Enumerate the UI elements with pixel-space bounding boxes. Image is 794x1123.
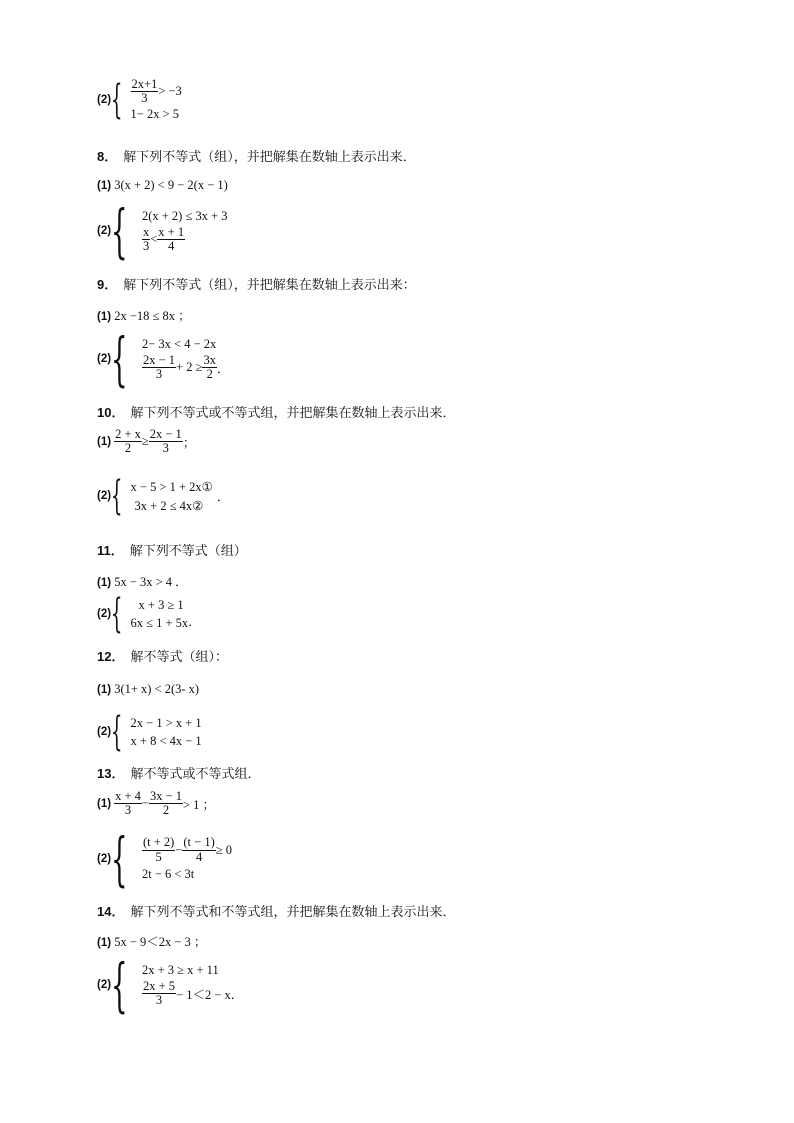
problem-8-part-2: (2) { 2(x + 2) ≤ 3x + 3 $\frac{x}{3}$ < $\frac{x + 1}{4}$ bbox=[97, 197, 228, 265]
question-9-heading: 9． 解下列不等式（组），并把解集在数轴上表示出来： bbox=[97, 277, 416, 292]
problem-10-part-2: (2) { x − 5 > 1 + 2x① 3x + 2 ≤ 4x② ． bbox=[97, 473, 230, 519]
problem-7-part-2 bbox=[97, 78, 182, 122]
system-brace: { bbox=[111, 591, 123, 637]
question-13-heading: 13． 解不等式或不等式组． bbox=[97, 766, 261, 781]
problem-11-part-1: (1) 5x − 3x > 4 ． bbox=[97, 575, 188, 589]
system-row-1: $\frac{2x+1}{3}$ > −3 bbox=[131, 77, 182, 106]
problem-8-part-1: (1) 3(x + 2) < 9 − 2(x − 1) bbox=[97, 178, 228, 192]
question-10-heading: 10． 解下列不等式或不等式组，并把解集在数轴上表示出来． bbox=[97, 405, 456, 420]
system-brace: { bbox=[111, 77, 123, 124]
problem-14-part-2: (2) { 2x + 3 ≥ x + 11 $\frac{2x + 5}{3}$ − 1＜2 − x ． bbox=[97, 951, 244, 1019]
system-brace: { bbox=[111, 473, 123, 519]
system-row-2: 1− 2x > 5 bbox=[130, 107, 179, 122]
question-8-heading: 8． 解下列不等式（组），并把解集在数轴上表示出来． bbox=[97, 149, 416, 164]
system-brace: { bbox=[111, 325, 128, 393]
system-brace: { bbox=[111, 709, 123, 755]
problem-13-part-2: (2) { $\frac{(t + 2)}{5}$ − $\frac{(t - 1)}{4}$ ≥ 0 2t − 6 < 3t bbox=[97, 825, 232, 893]
question-14-heading: 14． 解下列不等式和不等式组，并把解集在数轴上表示出来． bbox=[97, 904, 456, 919]
problem-12-part-1: (1) 3(1+ x) < 2(3- x) bbox=[97, 682, 200, 696]
problem-12-part-2: (2) { 2x − 1 > x + 1 x + 8 < 4x − 1 bbox=[97, 709, 202, 755]
problem-9-part-2: (2) { 2− 3x < 4 − 2x $\frac{2x - 1}{3}$ + 2 ≥ $\frac{3x}{2}$ ． bbox=[97, 325, 230, 393]
part-label: (2) bbox=[97, 94, 112, 107]
problem-10-part-1: (1) $\frac{2 + x}{2}$ ≥ $\frac{2x - 1}{3}$ ； bbox=[97, 427, 196, 456]
problem-13-part-1: (1) $\frac{x + 4}{3}$ − $\frac{3x - 1}{2}$ > 1 ； bbox=[97, 789, 216, 818]
problem-14-part-1: (1) 5x − 9＜2x − 3 ； bbox=[97, 935, 207, 949]
system-brace: { bbox=[111, 825, 128, 893]
problem-9-part-1: (1) 2x −18 ≤ 8x ； bbox=[97, 309, 191, 323]
system-brace: { bbox=[111, 197, 128, 265]
question-11-heading: 11． 解下列不等式（组） bbox=[97, 543, 247, 558]
problem-11-part-2: (2) { x + 3 ≥ 1 6x ≤ 1 + 5x ． bbox=[97, 591, 201, 637]
question-12-heading: 12． 解不等式（组）： bbox=[97, 649, 228, 664]
system-brace: { bbox=[111, 951, 128, 1019]
